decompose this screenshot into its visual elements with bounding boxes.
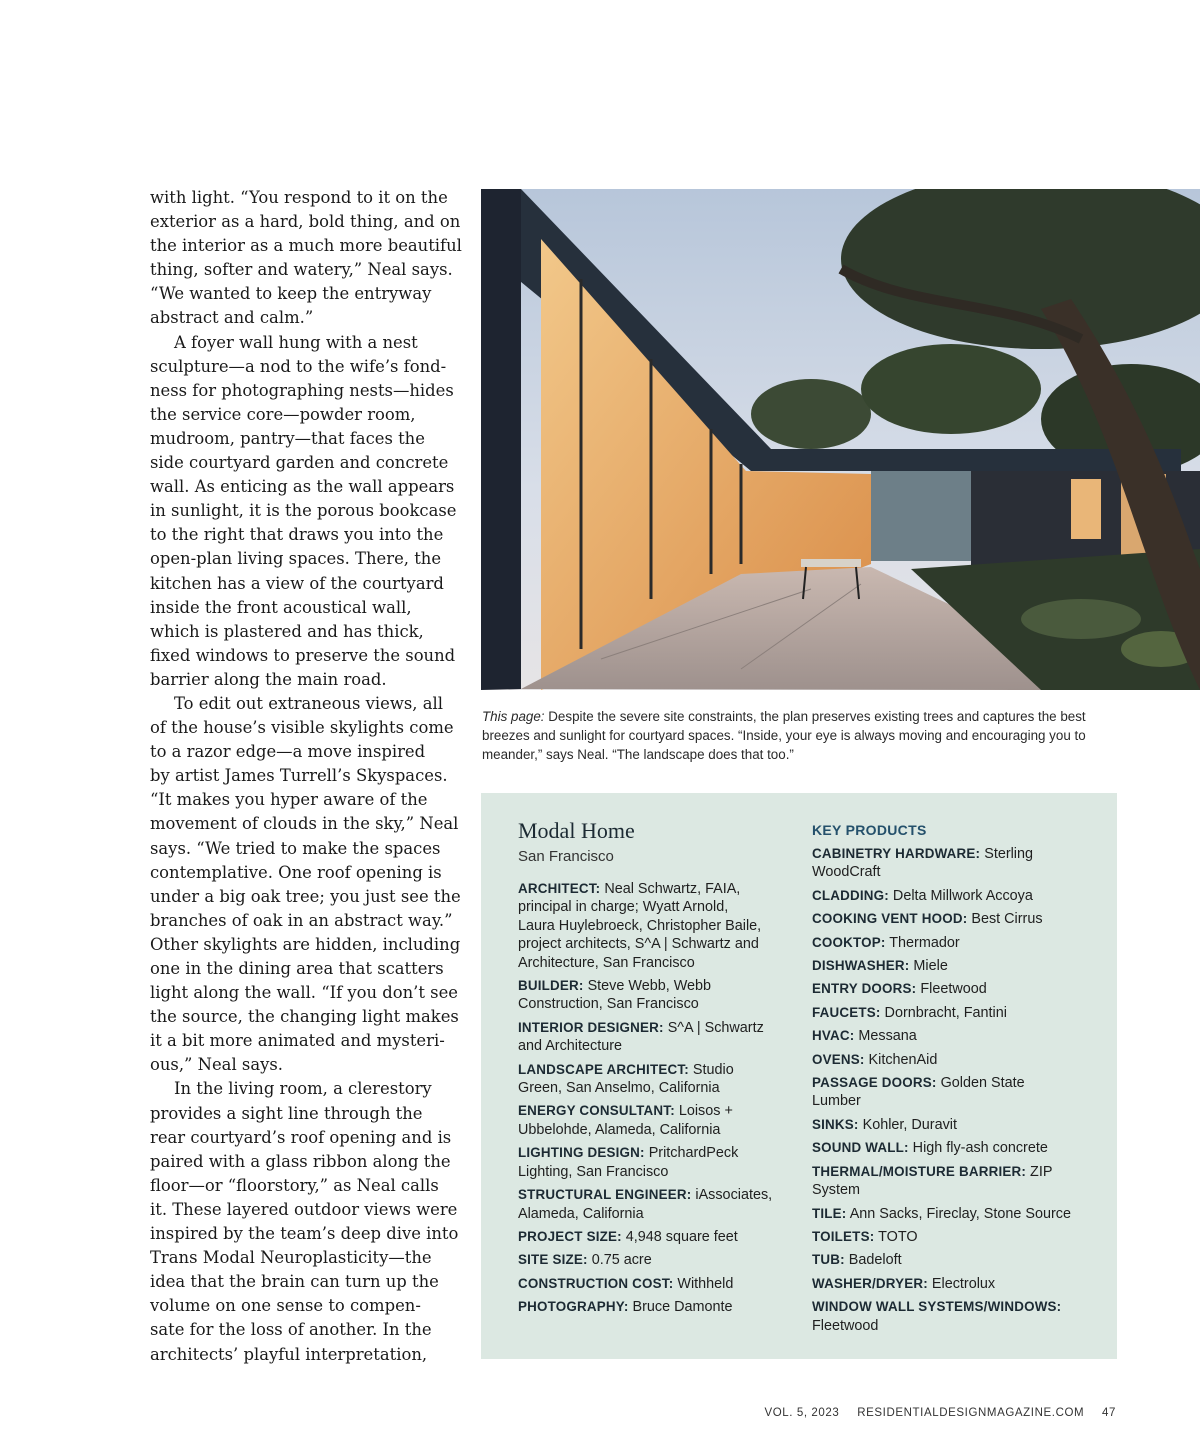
body-text-line: the interior as a much more beautiful: [150, 236, 462, 256]
body-text-line: kitchen has a view of the courtyard: [150, 573, 444, 593]
credit-value: WoodCraft: [812, 864, 881, 881]
credit-line: [518, 880, 788, 898]
credit-value: Neal Schwartz, FAIA,: [600, 881, 741, 897]
key-products: [812, 821, 1102, 1340]
credit-label: COOKING VENT HOOD:: [812, 911, 968, 927]
body-text-line: architects’ playful interpretation,: [150, 1344, 428, 1364]
credit-label: OVENS:: [812, 1051, 865, 1067]
body-text-line: the service core—powder room,: [150, 404, 416, 424]
body-text-line: under a big oak tree; you just see the: [150, 886, 461, 906]
credits-list: [518, 880, 788, 1317]
body-text-line: floor—or “floorstory,” as Neal calls: [150, 1175, 439, 1195]
credit-value: Steve Webb, Webb: [583, 978, 712, 995]
credit-label: CLADDING:: [812, 887, 889, 903]
project-credits-panel: [481, 793, 1117, 1359]
credit-label: TUB:: [812, 1252, 845, 1268]
credit-value: Sterling: [980, 846, 1034, 862]
body-text-line: In the living room, a clerestory: [174, 1079, 432, 1099]
credit-value: Fleetwood: [916, 981, 987, 998]
credit-line: [812, 1116, 1102, 1134]
key-products-title: KEY PRODUCTS: [812, 822, 927, 838]
credit-line: [812, 1004, 1102, 1022]
page-footer: [750, 1407, 1116, 1419]
credit-line: [518, 1061, 788, 1079]
credit-line: [518, 1163, 788, 1181]
credit-line: [812, 1251, 1102, 1269]
credit-line: [812, 863, 1102, 881]
body-text-line: movement of clouds in the sky,” Neal: [150, 814, 459, 834]
credit-label: SOUND WALL:: [812, 1140, 909, 1156]
body-text-line: it. These layered outdoor views were: [150, 1199, 458, 1219]
credit-line: [518, 1079, 788, 1097]
credit-line: [518, 1228, 788, 1246]
credit-entry: [518, 1275, 788, 1293]
credit-value: Ubbelohde, Alameda, California: [518, 1121, 721, 1138]
credit-label: TOILETS:: [812, 1228, 875, 1244]
credit-line: [518, 1037, 788, 1055]
credit-line: [518, 977, 788, 995]
credit-entry: [812, 1074, 1102, 1111]
caption-lead: This page:: [482, 709, 545, 724]
credit-label: BUILDER:: [518, 978, 584, 994]
credit-line: [812, 934, 1102, 952]
credit-label: DISHWASHER:: [812, 958, 910, 974]
caption-text: breezes and sunlight for courtyard spaces. “Inside, your eye is always moving and encouraging you to: [482, 728, 1086, 743]
body-text-line: mudroom, pantry—that faces the: [150, 428, 425, 448]
credit-label: CONSTRUCTION COST:: [518, 1275, 674, 1291]
body-text-line: fixed windows to preserve the sound: [150, 645, 456, 665]
credit-line: [518, 1251, 788, 1269]
credit-label: ENERGY CONSULTANT:: [518, 1103, 675, 1119]
credit-value: Green, San Anselmo, California: [518, 1080, 720, 1097]
body-text-line: sate for the loss of another. In the: [150, 1320, 432, 1340]
credit-label: PASSAGE DOORS:: [812, 1075, 937, 1091]
credit-line: [812, 1298, 1102, 1316]
credit-line: [812, 1317, 1102, 1335]
credit-entry: [812, 1163, 1102, 1200]
credit-line: [518, 1019, 788, 1037]
credit-line: [518, 995, 788, 1013]
credit-line: [518, 1275, 788, 1293]
credit-value: 4,948 square feet: [621, 1228, 738, 1245]
credit-line: [812, 1205, 1102, 1223]
body-text-line: “We wanted to keep the entryway: [150, 284, 432, 304]
credit-line: [518, 1121, 788, 1139]
caption-text: meander,” says Neal. “The landscape does that too.”: [482, 747, 794, 762]
credit-value: KitchenAid: [864, 1051, 938, 1068]
credit-entry: [812, 1004, 1102, 1022]
body-text-line: provides a sight line through the: [150, 1103, 423, 1123]
body-text-line: by artist James Turrell’s Skyspaces.: [150, 766, 448, 786]
credit-entry: [812, 934, 1102, 952]
credit-value: and Architecture: [518, 1038, 622, 1055]
credit-label: PHOTOGRAPHY:: [518, 1299, 629, 1315]
body-text-line: light along the wall. “If you don’t see: [150, 983, 458, 1003]
body-text-line: to the right that draws you into the: [150, 525, 444, 545]
credit-label: THERMAL/MOISTURE BARRIER:: [812, 1163, 1027, 1179]
credit-value: Loisos +: [674, 1103, 733, 1120]
credit-entry: [812, 1116, 1102, 1134]
credit-entry: [812, 1139, 1102, 1157]
credit-label: INTERIOR DESIGNER:: [518, 1019, 664, 1035]
body-text-line: with light. “You respond to it on the: [150, 188, 448, 207]
credit-label: CABINETRY HARDWARE:: [812, 846, 981, 861]
credit-entry: [812, 1275, 1102, 1293]
body-text-line: contemplative. One roof opening is: [150, 862, 442, 882]
body-text-line: Other skylights are hidden, including: [150, 934, 461, 954]
credit-value: Laura Huylebroeck, Christopher Baile,: [518, 917, 762, 934]
credit-line: [518, 917, 788, 935]
credit-entry: [812, 887, 1102, 905]
article-body-text: [150, 186, 462, 1367]
page-number: 47: [1102, 1407, 1116, 1419]
credit-value: High fly-ash concrete: [908, 1140, 1048, 1157]
credit-value: principal in charge; Wyatt Arnold,: [518, 899, 729, 916]
credit-value: Messana: [854, 1028, 917, 1045]
credit-line: [812, 1139, 1102, 1157]
body-text-line: abstract and calm.”: [150, 308, 314, 328]
credit-label: SITE SIZE:: [518, 1252, 588, 1268]
body-text-line: inspired by the team’s deep dive into: [150, 1224, 459, 1244]
credit-value: Dornbracht, Fantini: [880, 1004, 1007, 1021]
credit-line: [812, 910, 1102, 928]
credit-label: WINDOW WALL SYSTEMS/WINDOWS:: [812, 1299, 1062, 1315]
credit-entry: [812, 1051, 1102, 1069]
credit-value: Studio: [688, 1061, 734, 1078]
body-text-line: one in the dining area that scatters: [150, 959, 444, 978]
body-text-line: open-plan living spaces. There, the: [150, 549, 442, 569]
credit-label: LIGHTING DESIGN:: [518, 1145, 645, 1161]
credit-value: Bruce Damonte: [628, 1299, 733, 1316]
body-text-line: it a bit more animated and mysteri-: [150, 1031, 445, 1051]
credit-value: Golden State: [936, 1075, 1025, 1092]
credit-label: SINKS:: [812, 1116, 859, 1132]
credit-line: [518, 935, 788, 953]
credit-value: Lumber: [812, 1093, 861, 1110]
credit-entry: [518, 1228, 788, 1246]
credit-value: TOTO: [874, 1228, 918, 1245]
credit-line: [518, 954, 788, 972]
credit-value: 0.75 acre: [587, 1252, 652, 1269]
credit-line: [518, 1298, 788, 1316]
credit-label: WASHER/DRYER:: [812, 1275, 928, 1291]
credit-entry: [518, 880, 788, 972]
credit-entry: [812, 845, 1102, 882]
credit-entry: [812, 1298, 1102, 1335]
body-text-line: to a razor edge—a move inspired: [150, 742, 426, 762]
credit-value: Fleetwood: [812, 1317, 879, 1334]
body-text-line: idea that the brain can turn up the: [150, 1272, 439, 1292]
credit-line: [518, 1144, 788, 1162]
body-text-line: A foyer wall hung with a nest: [174, 332, 418, 352]
credit-entry: [518, 1102, 788, 1139]
credit-label: STRUCTURAL ENGINEER:: [518, 1187, 692, 1203]
body-text-line: of the house’s visible skylights come: [150, 718, 454, 738]
credit-value: Ann Sacks, Fireclay, Stone Source: [846, 1205, 1071, 1222]
credit-entry: [812, 1228, 1102, 1246]
credit-value: Architecture, San Francisco: [518, 954, 695, 971]
body-text-line: volume on one sense to compen-: [150, 1296, 421, 1316]
credit-entry: [812, 1205, 1102, 1223]
credit-entry: [518, 1186, 788, 1223]
credit-value: S^A | Schwartz: [663, 1019, 764, 1036]
body-text-line: “It makes you hyper aware of the: [150, 790, 428, 810]
credit-line: [812, 957, 1102, 975]
credit-label: ARCHITECT:: [518, 881, 601, 896]
credit-line: [812, 1092, 1102, 1110]
credit-entry: [518, 1144, 788, 1181]
body-text-line: exterior as a hard, bold thing, and on: [150, 212, 461, 232]
credit-value: Thermador: [885, 934, 960, 951]
body-text-line: rear courtyard’s roof opening and is: [150, 1127, 452, 1147]
credit-value: Kohler, Duravit: [858, 1116, 957, 1133]
credit-entry: [812, 910, 1102, 928]
credit-value: Alameda, California: [518, 1205, 644, 1222]
project-name: Modal Home: [518, 818, 635, 843]
body-text-line: paired with a glass ribbon along the: [150, 1151, 451, 1171]
photo-caption: [482, 707, 1122, 764]
credit-value: iAssociates,: [691, 1187, 773, 1204]
credit-line: [518, 1186, 788, 1204]
credit-value: PritchardPeck: [644, 1145, 739, 1162]
credit-entry: [812, 1251, 1102, 1269]
body-text-line: ous,” Neal says.: [150, 1055, 283, 1075]
credit-entry: [518, 977, 788, 1014]
credit-value: Electrolux: [927, 1275, 996, 1292]
credit-label: ENTRY DOORS:: [812, 981, 917, 997]
credit-line: [812, 1181, 1102, 1199]
credit-line: [812, 887, 1102, 905]
credit-label: HVAC:: [812, 1028, 855, 1044]
credit-line: [518, 1102, 788, 1120]
project-city: San Francisco: [518, 848, 614, 865]
credit-line: [812, 1074, 1102, 1092]
credit-entry: [518, 1061, 788, 1098]
credit-entry: [518, 1298, 788, 1316]
credit-value: Withheld: [673, 1275, 734, 1292]
body-text-line: which is plastered and has thick,: [150, 621, 424, 641]
body-text-line: sculpture—a nod to the wife’s fond-: [150, 356, 447, 376]
footer-website: RESIDENTIALDESIGNMAGAZINE.COM: [857, 1407, 1085, 1419]
credit-entry: [812, 957, 1102, 975]
body-text-line: wall. As enticing as the wall appears: [150, 477, 455, 497]
credit-value: Lighting, San Francisco: [518, 1163, 669, 1180]
credit-value: Delta Millwork Accoya: [888, 887, 1033, 904]
credit-line: [812, 845, 1102, 863]
body-text-line: in sunlight, it is the porous bookcase: [150, 501, 457, 521]
credit-label: PROJECT SIZE:: [518, 1228, 622, 1244]
body-text-line: thing, softer and watery,” Neal says.: [150, 260, 453, 280]
body-text-line: side courtyard garden and concrete: [150, 453, 449, 473]
credit-line: [812, 1027, 1102, 1045]
credit-value: project architects, S^A | Schwartz and: [518, 936, 759, 953]
credit-label: TILE:: [812, 1205, 847, 1221]
credit-value: Miele: [909, 958, 948, 975]
credit-entry: [518, 1251, 788, 1269]
credit-value: System: [812, 1182, 860, 1199]
credit-line: [812, 980, 1102, 998]
credit-value: Best Cirrus: [967, 911, 1043, 928]
credit-label: LANDSCAPE ARCHITECT:: [518, 1061, 689, 1077]
credit-label: COOKTOP:: [812, 934, 886, 950]
products-list: [812, 845, 1102, 1335]
caption-text: Despite the severe site constraints, the plan preserves existing trees and captures the best: [544, 709, 1086, 724]
body-text-line: barrier along the main road.: [150, 669, 387, 689]
credit-entry: [812, 1027, 1102, 1045]
body-text-line: the source, the changing light makes: [150, 1007, 459, 1027]
credit-line: [812, 1051, 1102, 1069]
credit-line: [812, 1163, 1102, 1181]
body-text-line: Trans Modal Neuroplasticity—the: [150, 1248, 432, 1268]
credit-entry: [812, 980, 1102, 998]
credit-value: Badeloft: [844, 1252, 902, 1269]
credit-label: FAUCETS:: [812, 1004, 881, 1020]
courtyard-house-photo: [481, 189, 1200, 690]
body-text-line: ness for photographing nests—hides: [150, 380, 454, 400]
credit-value: Construction, San Francisco: [518, 996, 699, 1013]
credit-line: [518, 1205, 788, 1223]
credit-line: [812, 1228, 1102, 1246]
credit-entry: [518, 1019, 788, 1056]
credit-line: [812, 1275, 1102, 1293]
body-text-line: inside the front acoustical wall,: [150, 597, 412, 617]
body-text-line: To edit out extraneous views, all: [174, 693, 443, 713]
credit-value: ZIP: [1026, 1163, 1053, 1180]
footer-volume: VOL. 5, 2023: [764, 1407, 840, 1419]
body-text-line: branches of oak in an abstract way.”: [150, 910, 453, 930]
credit-line: [518, 898, 788, 916]
project-credits: [518, 817, 788, 1322]
body-text-line: says. “We tried to make the spaces: [150, 838, 441, 858]
